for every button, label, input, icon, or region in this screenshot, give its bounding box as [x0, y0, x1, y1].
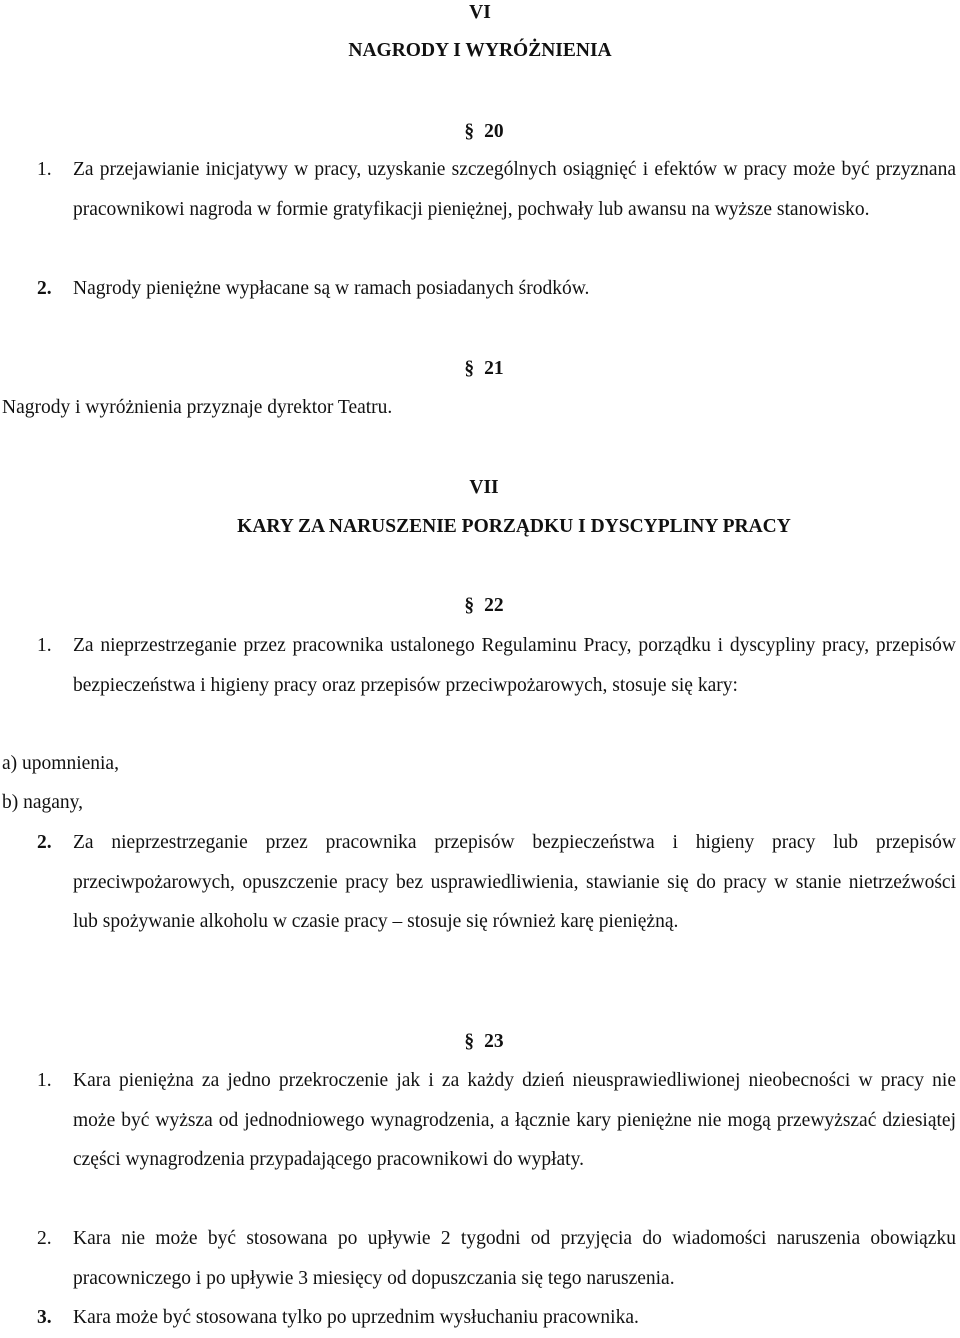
chapter-6-title: NAGRODY I WYRÓŻNIENIA — [348, 40, 612, 61]
section-20-heading — [0, 119, 960, 145]
section-number: 23 — [484, 1031, 504, 1052]
section-21-heading — [0, 356, 960, 382]
section-23-point-1-text: Kara pieniężna za jedno przekroczenie jak i za każdy dzień nieusprawiedliwionej nieobecności w pracy nie może być wyższa od jednodniowego wynagrodzenia, a łącznie kary pieniężne nie mogą przewyższać dziesiątej części wynagrodzenia przypadającego pracownikowi do wypłaty. — [73, 1070, 956, 1171]
section-20-point-2-text: Nagrody pieniężne wypłacane są w ramach posiadanych środków. — [73, 278, 590, 299]
section-number: 20 — [484, 121, 504, 142]
section-symbol: § — [464, 1031, 475, 1052]
section-22-point-2-text: Za nieprzestrzeganie przez pracownika przepisów bezpieczeństwa i higieny pracy lub przepisów przeciwpożarowych, opuszczenie pracy bez usprawiedliwienia, stawianie się do pracy w stanie nietrzeźwości lub spożywanie alkoholu w czasie pracy – stosuje się również karę pieniężną. — [73, 832, 956, 933]
chapter-7-number: VII — [469, 477, 499, 498]
section-23-heading — [0, 1029, 960, 1055]
section-23-point-3-number: 3. — [37, 1307, 52, 1328]
section-symbol: § — [464, 595, 475, 616]
section-20-point-1-number: 1. — [37, 159, 52, 180]
section-22-point-1-text: Za nieprzestrzeganie przez pracownika ustalonego Regulaminu Pracy, porządku i dyscypliny pracy, przepisów bezpieczeństwa i higieny pracy oraz przepisów przeciwpożarowych, stosuje się kary: — [73, 635, 956, 696]
chapter-7-title: KARY ZA NARUSZENIE PORZĄDKU I DYSCYPLINY PRACY — [237, 516, 791, 537]
section-number: 22 — [484, 595, 504, 616]
section-21-text: Nagrody i wyróżnienia przyznaje dyrektor Teatru. — [2, 397, 393, 418]
section-23-point-2-number: 2. — [37, 1228, 52, 1249]
chapter-6-number: VI — [469, 2, 491, 23]
section-23-point-3-text: Kara może być stosowana tylko po uprzednim wysłuchaniu pracownika. — [73, 1307, 639, 1328]
section-20-point-2-number: 2. — [37, 278, 52, 299]
section-23-point-2-text: Kara nie może być stosowana po upływie 2 tygodni od przyjęcia do wiadomości naruszenia obowiązku pracowniczego i po upływie 3 miesięcy od dopuszczania się tego naruszenia. — [73, 1228, 956, 1289]
section-22-item-b: b) nagany, — [2, 792, 84, 813]
section-23-point-1-number: 1. — [37, 1070, 52, 1091]
section-symbol: § — [464, 121, 475, 142]
section-number: 21 — [484, 358, 504, 379]
section-20-point-1-text: Za przejawianie inicjatywy w pracy, uzyskanie szczególnych osiągnięć i efektów w pracy może być przyznana pracownikowi nagroda w formie gratyfikacji pieniężnej, pochwały lub awansu na wyższe stanowisko. — [73, 159, 956, 220]
section-22-item-a: a) upomnienia, — [2, 753, 119, 774]
section-symbol: § — [464, 358, 475, 379]
section-22-heading — [0, 593, 960, 619]
section-22-point-1-number: 1. — [37, 635, 52, 656]
section-22-point-2-number: 2. — [37, 832, 52, 853]
